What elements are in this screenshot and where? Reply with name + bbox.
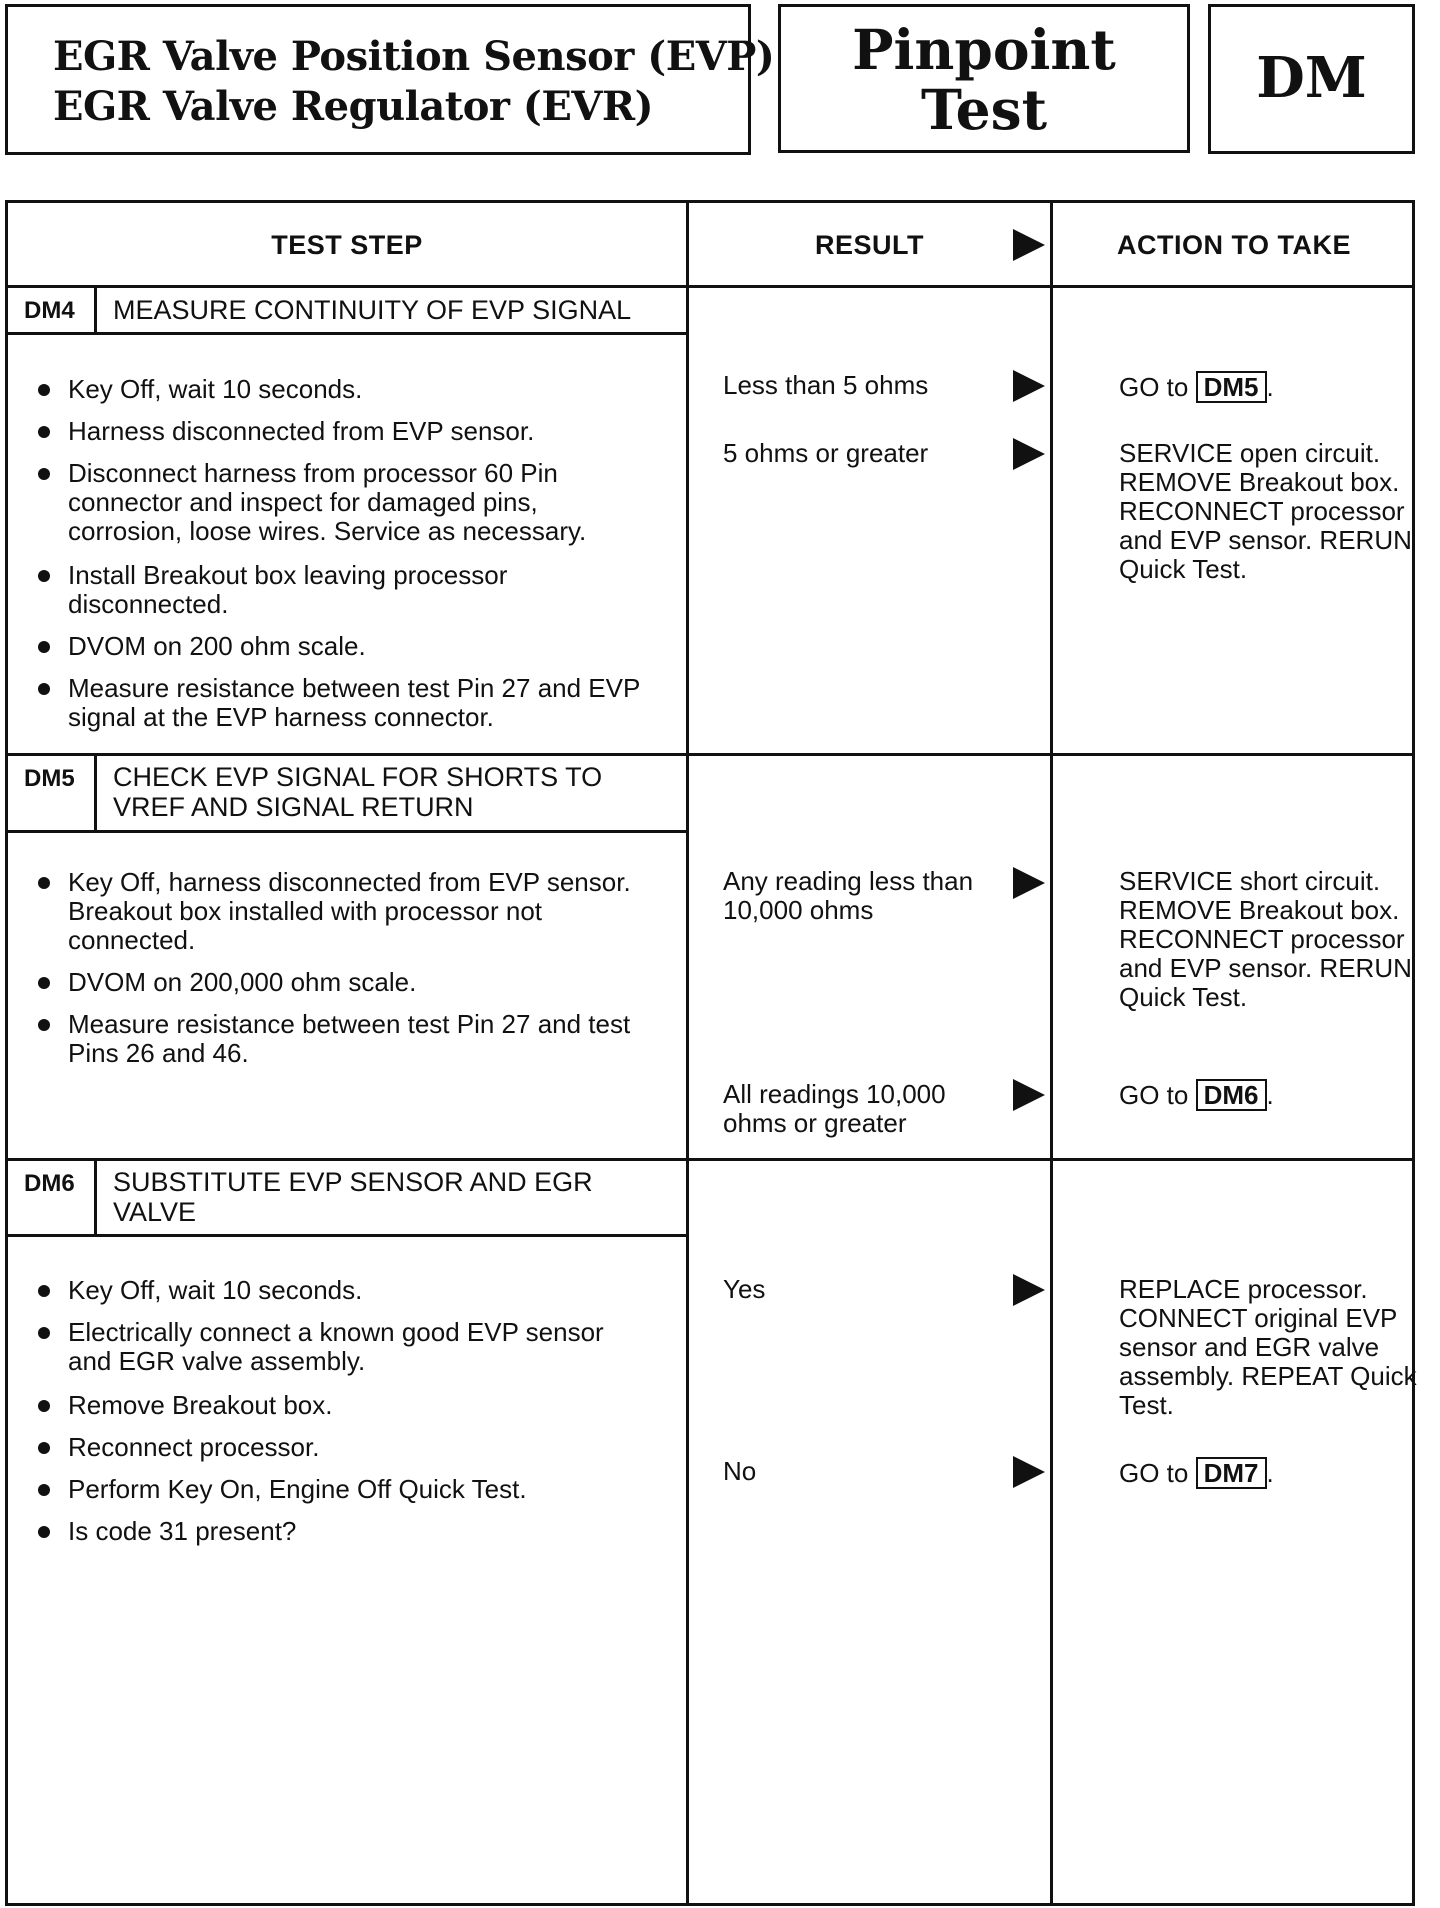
arrow-icon <box>1013 1456 1045 1488</box>
list-item: Key Off, wait 10 seconds. <box>32 375 672 404</box>
row-divider <box>8 1158 1412 1161</box>
action-text: REPLACE processor. CONNECT original EVP sensor and EGR valve assembly. REPEAT Quick Test. <box>1119 1274 1417 1420</box>
list-item: Key Off, wait 10 seconds. <box>32 1276 672 1305</box>
action-text: GO to DM6 . <box>1119 1080 1274 1110</box>
column-header-action: ACTION TO TAKE <box>1117 230 1351 260</box>
title-box <box>5 4 775 155</box>
pinpoint-test-box <box>778 4 1190 153</box>
step-id: DM6 <box>24 1170 75 1197</box>
result-text: No <box>723 1456 757 1486</box>
goto-dm6-link[interactable]: DM6 <box>1196 1079 1267 1111</box>
pinpoint-table <box>5 200 1415 1906</box>
step-title: MEASURE CONTINUITY OF EVP SIGNAL <box>113 295 632 325</box>
test-label: Test <box>921 77 1047 142</box>
list-item: Is code 31 present? <box>32 1517 672 1546</box>
result-text: Yes <box>723 1274 766 1304</box>
result-text: All readings 10,000 ohms or greater <box>723 1079 946 1138</box>
row-divider <box>8 753 1412 756</box>
list-item: Measure resistance between test Pin 27 and test Pins 26 and 46. <box>32 1010 652 1068</box>
column-header-result: RESULT <box>815 230 924 260</box>
arrow-icon <box>1013 1079 1045 1111</box>
list-item: Remove Breakout box. <box>32 1391 672 1420</box>
column-divider <box>686 203 689 1903</box>
column-header-test-step: TEST STEP <box>271 230 423 260</box>
list-item: Measure resistance between test Pin 27 and EVP signal at the EVP harness connector. <box>32 674 652 732</box>
column-divider <box>1050 203 1053 1903</box>
list-item: DVOM on 200 ohm scale. <box>32 632 672 661</box>
step-id: DM4 <box>24 297 75 324</box>
arrow-icon <box>1013 370 1045 402</box>
goto-dm5-link[interactable]: DM5 <box>1196 371 1267 403</box>
result-text: 5 ohms or greater <box>723 438 929 468</box>
step-title: CHECK EVP SIGNAL FOR SHORTS TO VREF AND SIGNAL RETURN <box>113 762 603 822</box>
action-text: SERVICE short circuit. REMOVE Breakout box. RECONNECT processor and EVP sensor. RERUN Quick Test. <box>1119 866 1412 1012</box>
list-item: Reconnect processor. <box>32 1433 672 1462</box>
test-code: DM <box>1256 45 1367 111</box>
list-item: Install Breakout box leaving processor disconnected. <box>32 561 592 619</box>
arrow-icon <box>1013 438 1045 470</box>
result-text: Less than 5 ohms <box>723 370 929 400</box>
title-line-1: EGR Valve Position Sensor (EVP) <box>53 33 775 80</box>
list-item: Harness disconnected from EVP sensor. <box>32 417 672 446</box>
result-text: Any reading less than 10,000 ohms <box>723 866 974 925</box>
pinpoint-label: Pinpoint <box>852 17 1116 82</box>
action-text: GO to DM7 . <box>1119 1458 1274 1488</box>
list-item: Electrically connect a known good EVP sensor and EGR valve assembly. <box>32 1318 652 1376</box>
step-title: SUBSTITUTE EVP SENSOR AND EGR VALVE <box>113 1167 593 1227</box>
arrow-icon <box>1013 867 1045 899</box>
header-divider <box>8 285 1412 288</box>
list-item: Key Off, harness disconnected from EVP sensor. Breakout box installed with processor not connected. <box>32 868 652 955</box>
list-item: Disconnect harness from processor 60 Pin connector and inspect for damaged pins, corrosion, loose wires. Service as necessary. <box>32 459 652 546</box>
step-id: DM5 <box>24 765 75 792</box>
arrow-icon <box>1013 1274 1045 1306</box>
title-line-2: EGR Valve Regulator (EVR) <box>53 83 654 130</box>
goto-dm7-link[interactable]: DM7 <box>1196 1457 1267 1489</box>
arrow-icon <box>1013 229 1045 261</box>
list-item: DVOM on 200,000 ohm scale. <box>32 968 672 997</box>
test-code-box <box>1208 4 1415 154</box>
list-item: Perform Key On, Engine Off Quick Test. <box>32 1475 672 1504</box>
action-text: GO to DM5 . <box>1119 372 1274 402</box>
action-text: SERVICE open circuit. REMOVE Breakout box. RECONNECT processor and EVP sensor. RERUN Quick Test. <box>1119 438 1412 584</box>
